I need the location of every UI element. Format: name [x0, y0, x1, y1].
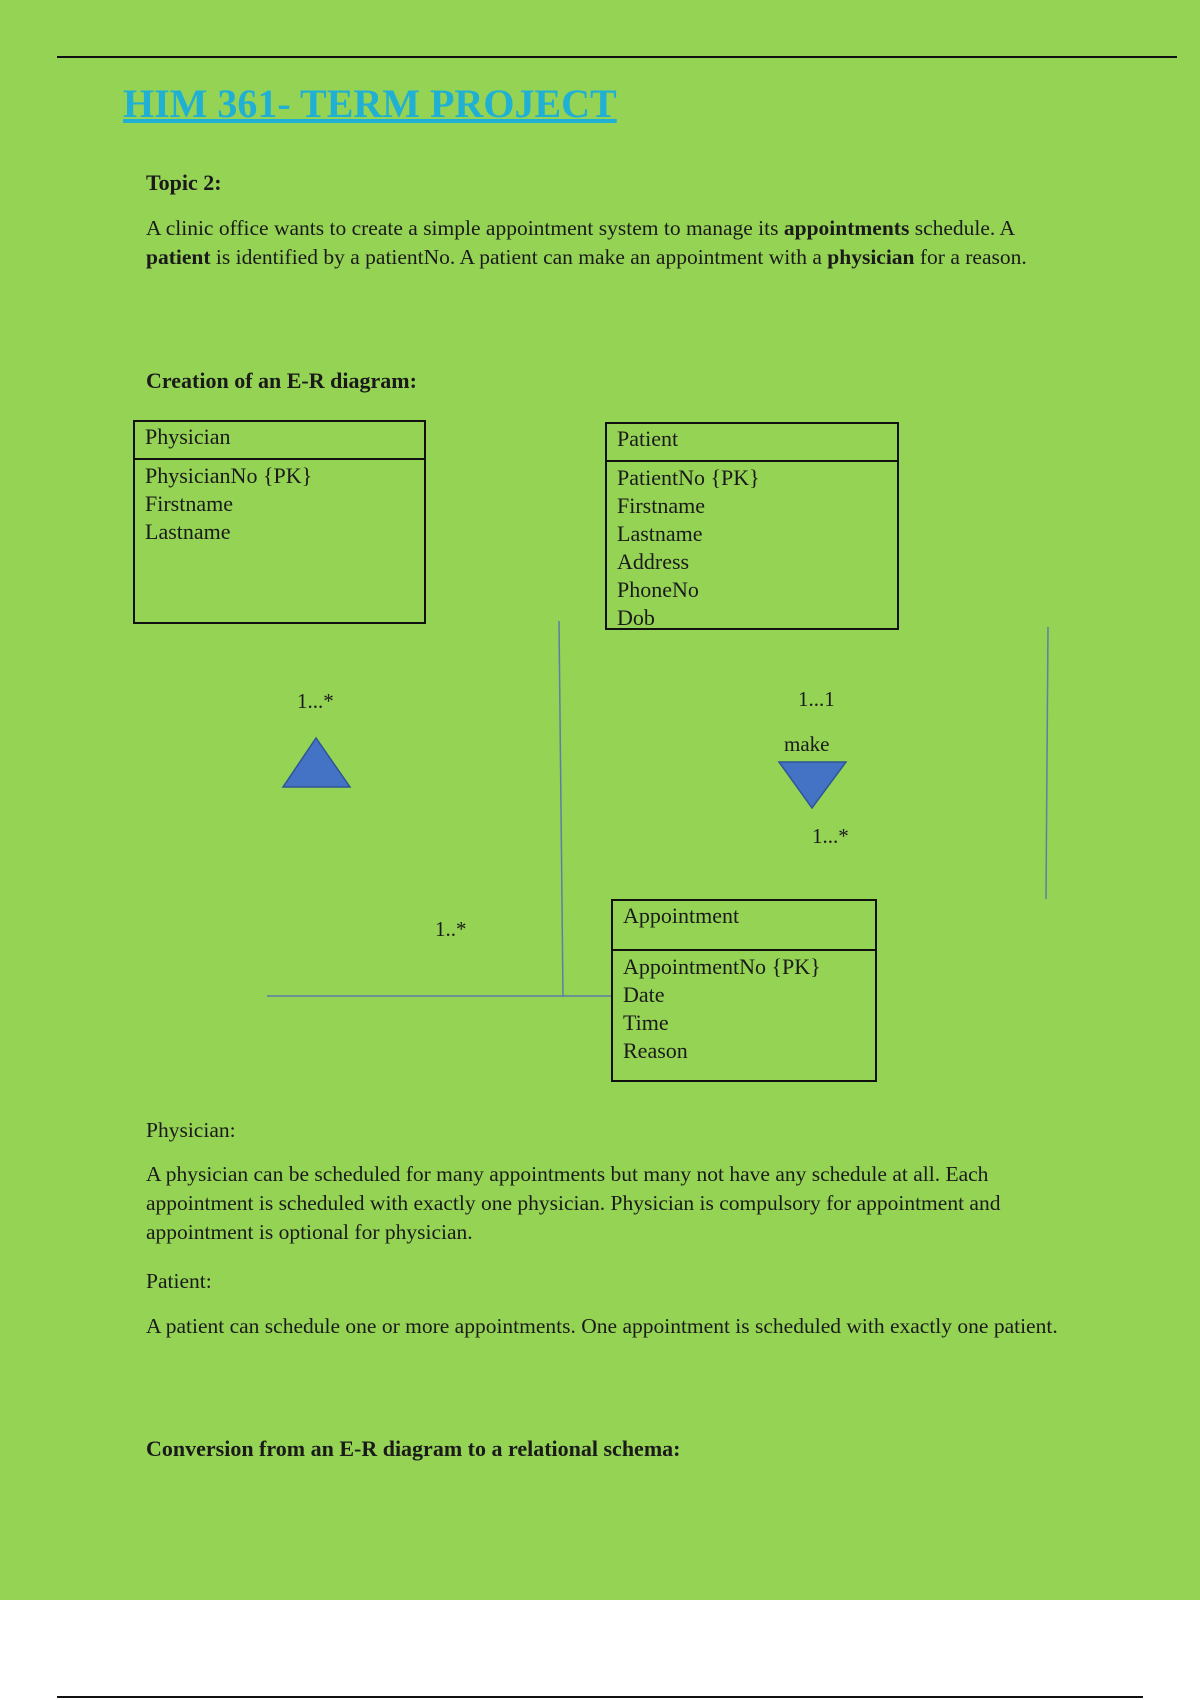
patient-section-label: Patient:: [146, 1269, 212, 1293]
patient-section-text: A patient can schedule one or more appointments. One appointment is scheduled with exactly one patient.: [146, 1314, 1058, 1338]
patient-attribute: Dob: [617, 605, 655, 630]
patient-entity: [605, 422, 899, 630]
physician-attribute: Lastname: [145, 519, 231, 544]
right-connector-line: [1046, 627, 1048, 899]
patient-attribute: Firstname: [617, 493, 705, 518]
physician-entity-name: Physician: [135, 422, 424, 460]
make-relationship-triangle: [779, 762, 846, 808]
patient-attributes: [607, 462, 897, 634]
appointment-entity-name: Appointment: [613, 901, 875, 951]
er-diagram-heading: Creation of an E-R diagram:: [146, 368, 417, 393]
physician-section-label: Physician:: [146, 1118, 236, 1142]
patient-attribute: Lastname: [617, 521, 703, 546]
patient-entity-name: Patient: [607, 424, 897, 462]
conversion-heading: Conversion from an E-R diagram to a relational schema:: [146, 1436, 681, 1461]
document-title: HIM 361- TERM PROJECT: [123, 81, 617, 126]
bottom-rule: [57, 1696, 1143, 1698]
appointment-multiplicity: 1...*: [812, 824, 849, 848]
physician-attribute: PhysicianNo {PK}: [145, 463, 313, 488]
appointment-attributes: [613, 951, 875, 1067]
physician-section-text: A physician can be scheduled for many appointments but many not have any schedule at all. Each appointment is scheduled with exactly one physician. Physician is compulsory for appointment and appointment is optional for physician.: [146, 1162, 1001, 1244]
connector-multiplicity: 1..*: [435, 917, 467, 941]
appointment-entity: [611, 899, 877, 1082]
physician-relationship-triangle: [283, 738, 350, 787]
topic-heading: Topic 2:: [146, 170, 222, 195]
physician-multiplicity: 1...*: [297, 689, 334, 713]
appointment-attribute: Date: [623, 982, 665, 1007]
vertical-connector-line: [559, 621, 563, 997]
appointment-attribute: Time: [623, 1010, 669, 1035]
physician-entity: [133, 420, 426, 624]
relationship-make-label: make: [784, 732, 830, 756]
patient-multiplicity: 1...1: [798, 687, 835, 711]
patient-attribute: PatientNo {PK}: [617, 465, 760, 490]
patient-attribute: Address: [617, 549, 690, 574]
appointment-attribute: Reason: [623, 1038, 688, 1063]
physician-attribute: Firstname: [145, 491, 233, 516]
intro-paragraph: A clinic office wants to create a simple appointment system to manage its appointments schedule. A patient is identified by a patientNo. A patient can make an appointment with a physician for a reason.: [146, 216, 1027, 269]
appointment-attribute: AppointmentNo {PK}: [623, 954, 821, 979]
physician-attributes: [135, 460, 424, 548]
patient-attribute: PhoneNo: [617, 577, 699, 602]
